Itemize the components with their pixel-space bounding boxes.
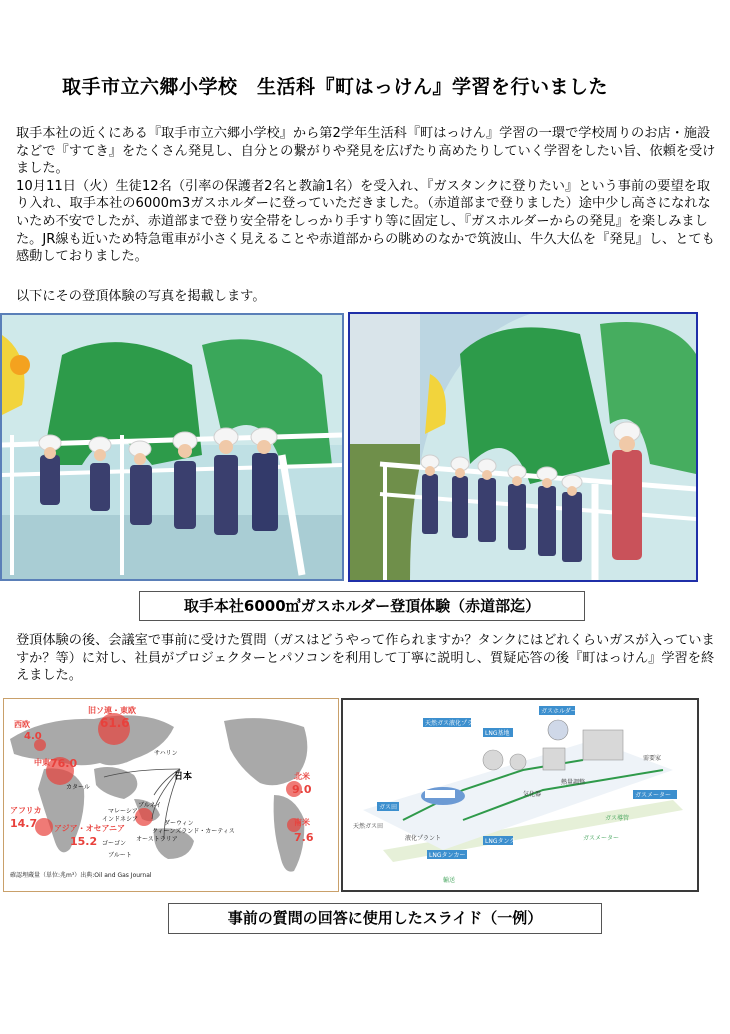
- photos-caption: 取手本社6000㎥ガスホルダー登頂体験（赤道部迄）: [139, 591, 585, 621]
- photo-climb-left: [0, 313, 344, 581]
- label-customer: 需要家: [643, 755, 662, 762]
- region-value-africa: 14.7: [10, 817, 38, 830]
- region-value-north-america: 9.0: [292, 783, 312, 796]
- place-japan: 日本: [174, 772, 193, 782]
- after-visit-text: 登頂体験の後、会議室で事前に受けた質問（ガスはどうやって作られますか？タンクにはどれくらいガスが入っていますか？等）に対し、社員がプロジェクターとパソコンを利用して丁寧に説明し、質疑応答の後『町はっけん』学習を終えました。: [16, 633, 715, 684]
- place-sakhalin: サハリン: [154, 750, 178, 757]
- slides-caption: 事前の質問の回答に使用したスライド（一例）: [168, 903, 602, 934]
- region-value-middle-east: 76.0: [50, 757, 78, 770]
- place-qatar: カタール: [66, 784, 90, 791]
- region-label-middle-east: 中東: [34, 758, 50, 767]
- label-gas-pipeline: ガス導管: [605, 815, 630, 822]
- region-value-south-america: 7.6: [294, 831, 314, 844]
- map-footnote: 確認埋蔵量（単位:兆m³）出典:Oil and Gas Journal: [10, 872, 152, 879]
- label-gas-field: ガス田: [379, 804, 398, 811]
- place-queensland-curtis: クィーンズランド・カーティス: [152, 828, 235, 835]
- photo-right-illustration: [350, 314, 696, 580]
- label-lng-plant: 天然ガス液化プラント: [425, 720, 486, 727]
- slide-lng-supply-chain: [341, 698, 699, 892]
- place-gorgon: ゴーゴン: [102, 840, 127, 847]
- place-australia: オーストラリア: [136, 836, 178, 843]
- label-liquefaction: 液化プラント: [405, 835, 442, 842]
- lng-flow-diagram: [343, 700, 697, 890]
- label-lng-tanker: LNGタンカー: [429, 852, 466, 859]
- intro-paragraph: 取手本社の近くにある『取手市立六郷小学校』から第2学年生活科『町はっけん』学習の一環で学校周りのお店・施設などで『すてき』をたくさん発見し、自分との繋がりや発見を広げたり高めたりしていく学習をしたい旨、依頼を受けました。: [16, 126, 716, 177]
- place-darwin: ダーウィン: [164, 820, 194, 827]
- label-vaporizer: 気化器: [523, 791, 542, 798]
- world-map: [4, 699, 338, 891]
- label-gas-meter-route: ガスメーター: [583, 835, 620, 842]
- region-value-western-europe: 4.0: [24, 731, 42, 742]
- region-label-asia-oceania: アジア・オセアニア: [54, 824, 126, 833]
- body-text-intro: [16, 125, 716, 266]
- label-gas-holder: ガスホルダー: [541, 708, 577, 715]
- photo-climb-right: [348, 312, 698, 582]
- region-label-north-america: 北米: [294, 772, 310, 781]
- label-transport: 輸送: [443, 877, 456, 884]
- place-pluto: ブルート: [108, 852, 132, 859]
- visit-paragraph: 10月11日（火）生徒12名（引率の保護者2名と教諭1名）を受入れ、『ガスタンクに登りたい』という事前の要望を取り入れ、取手本社の6000m3ガスホルダーに登っていただきました。（赤道部まで登りました）途中少し高さになれないため不安でしたが、赤道部まで登り安全帯をしっかり手すり等に固定し、『ガスホルダーからの発見』を楽しみました。JR線も近いため特急電車が小さく見えることや赤道部からの眺めのなかで筑波山、牛久大仏を『発見』し、とても感動しておりました。: [16, 178, 715, 265]
- photo-left-illustration: [2, 315, 342, 579]
- place-brunei: ブルネイ: [138, 802, 162, 809]
- place-malaysia: マレーシア: [108, 808, 138, 815]
- label-lng-tank: LNGタンク: [485, 838, 516, 845]
- slide-gas-reserves-map: [3, 698, 339, 892]
- label-gas-meter: ガスメーター: [635, 792, 672, 799]
- place-indonesia: インドネシア: [102, 816, 138, 823]
- region-label-western-europe: 西欧: [14, 720, 30, 729]
- label-calorific: 熱量調整: [561, 779, 586, 786]
- page-title: 取手市立六郷小学校 生活科『町はっけん』学習を行いました: [62, 76, 609, 98]
- label-natural-gas-field: 天然ガス田: [353, 823, 384, 830]
- region-value-former-ussr: 61.6: [100, 716, 130, 730]
- region-label-former-ussr: 旧ソ連・東欧: [88, 706, 136, 715]
- region-value-asia-oceania: 15.2: [70, 835, 98, 848]
- label-lng-terminal: LNG基地: [485, 730, 510, 737]
- photos-intro-text: 以下にその登頂体験の写真を掲載します。: [16, 289, 266, 304]
- region-label-africa: アフリカ: [10, 806, 42, 815]
- region-label-south-america: 南米: [294, 818, 310, 827]
